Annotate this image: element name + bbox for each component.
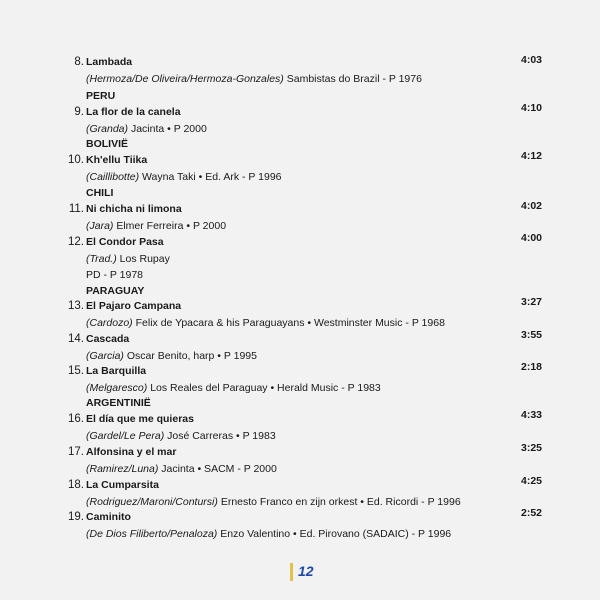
- track-credit: [86, 462, 277, 476]
- composer: (Hermoza/De Oliveira/Hermoza-Gonzales): [86, 73, 284, 85]
- composer: (Granda): [86, 123, 129, 135]
- track-13: [0, 296, 600, 333]
- composer: (Trad.): [86, 253, 117, 265]
- track-10: [0, 150, 600, 187]
- track-title: Alfonsina y el mar: [86, 446, 177, 458]
- track-number: 13.: [68, 300, 84, 312]
- track-title: La Barquilla: [86, 365, 147, 377]
- track-number: 18.: [68, 479, 84, 491]
- composer: (Cardozo): [86, 317, 133, 329]
- country-heading: CHILI: [86, 187, 114, 199]
- track-duration: 4:33: [520, 409, 542, 421]
- track-credit: [86, 495, 461, 509]
- composer: (Rodriguez/Maroni/Contursi): [86, 496, 218, 508]
- track-duration: 4:25: [520, 475, 542, 487]
- track-number: 10.: [68, 154, 84, 166]
- track-number: 19.: [68, 511, 84, 523]
- country-heading: ARGENTINIË: [86, 397, 151, 409]
- page-number: 12: [298, 563, 314, 579]
- performer: Jacinta • SACM - P 2000: [161, 463, 277, 475]
- track-duration: 3:25: [520, 442, 542, 454]
- track-11: [0, 202, 600, 236]
- composer: (Ramirez/Luna): [86, 463, 159, 475]
- performer: Wayna Taki • Ed. Ark - P 1996: [142, 171, 282, 183]
- track-duration: 2:18: [520, 361, 542, 373]
- track-credit: [86, 381, 381, 395]
- track-title: Cascada: [86, 333, 130, 345]
- performer: Los Rupay: [119, 253, 170, 265]
- track-title: Caminito: [86, 511, 131, 523]
- track-credit: [86, 72, 422, 86]
- track-19: [0, 507, 600, 544]
- track-credit: [86, 122, 207, 136]
- track-17: [0, 442, 600, 479]
- performer: Sambistas do Brazil - P 1976: [286, 73, 422, 85]
- track-duration: 4:03: [520, 54, 542, 66]
- track-number: 11.: [68, 203, 84, 215]
- track-8: [0, 55, 600, 89]
- track-title: Kh'ellu Tiika: [86, 154, 148, 166]
- track-number: 9.: [74, 106, 84, 118]
- performer: Los Reales del Paraguay • Herald Music - P 1983: [150, 382, 381, 394]
- performer: Felix de Ypacara & his Paraguayans • Westminster Music - P 1968: [135, 317, 445, 329]
- track-14: [0, 329, 600, 366]
- track-number: 14.: [68, 333, 84, 345]
- track-title: El Condor Pasa: [86, 236, 164, 248]
- composer: (Gardel/Le Pera): [86, 430, 165, 442]
- country-heading: BOLIVIË: [86, 138, 129, 150]
- composer: (Melgaresco): [86, 382, 148, 394]
- track-number: 15.: [68, 365, 84, 377]
- composer: (Garcia): [86, 350, 124, 362]
- track-duration: 4:10: [520, 102, 542, 114]
- track-duration: 3:27: [520, 296, 542, 308]
- country-heading: PERU: [86, 90, 116, 102]
- track-credit: [86, 349, 257, 363]
- performer: Elmer Ferreira • P 2000: [116, 220, 227, 232]
- track-duration: 3:55: [520, 329, 542, 341]
- composer: (De Dios Filiberto/Penaloza): [86, 528, 218, 540]
- track-duration: 4:00: [520, 232, 542, 244]
- track-16: [0, 409, 600, 446]
- track-credit: [86, 252, 170, 266]
- track-title: La flor de la canela: [86, 106, 181, 118]
- track-title: Lambada: [86, 56, 133, 68]
- track-number: 12.: [68, 236, 84, 248]
- performer: Jacinta • P 2000: [130, 123, 207, 135]
- track-duration: 4:12: [520, 150, 542, 162]
- country-heading: PARAGUAY: [86, 285, 145, 297]
- track-publishing: PD - P 1978: [86, 269, 144, 281]
- performer: Oscar Benito, harp • P 1995: [126, 350, 257, 362]
- track-number: 17.: [68, 446, 84, 458]
- track-credit: [86, 429, 276, 443]
- track-credit: [86, 170, 282, 184]
- track-credit: [86, 316, 445, 330]
- track-credit: [86, 527, 451, 541]
- track-duration: 2:52: [520, 507, 542, 519]
- track-title: La Cumparsita: [86, 479, 159, 491]
- track-number: 8.: [74, 56, 84, 68]
- track-18: [0, 475, 600, 512]
- track-duration: 4:02: [520, 200, 542, 212]
- track-credit: [86, 219, 226, 233]
- composer: (Jara): [86, 220, 114, 232]
- track-9: [0, 102, 600, 139]
- track-title: Ni chicha ni limona: [86, 203, 182, 215]
- performer: José Carreras • P 1983: [167, 430, 276, 442]
- performer: Ernesto Franco en zijn orkest • Ed. Ricordi - P 1996: [220, 496, 461, 508]
- composer: (Caillibotte): [86, 171, 140, 183]
- track-title: El día que me quieras: [86, 413, 194, 425]
- page-number-accent-bar: [290, 563, 293, 581]
- track-title: El Pajaro Campana: [86, 300, 182, 312]
- track-15: [0, 361, 600, 398]
- track-12: [0, 232, 600, 283]
- performer: Enzo Valentino • Ed. Pirovano (SADAIC) - P 1996: [220, 528, 452, 540]
- track-number: 16.: [68, 413, 84, 425]
